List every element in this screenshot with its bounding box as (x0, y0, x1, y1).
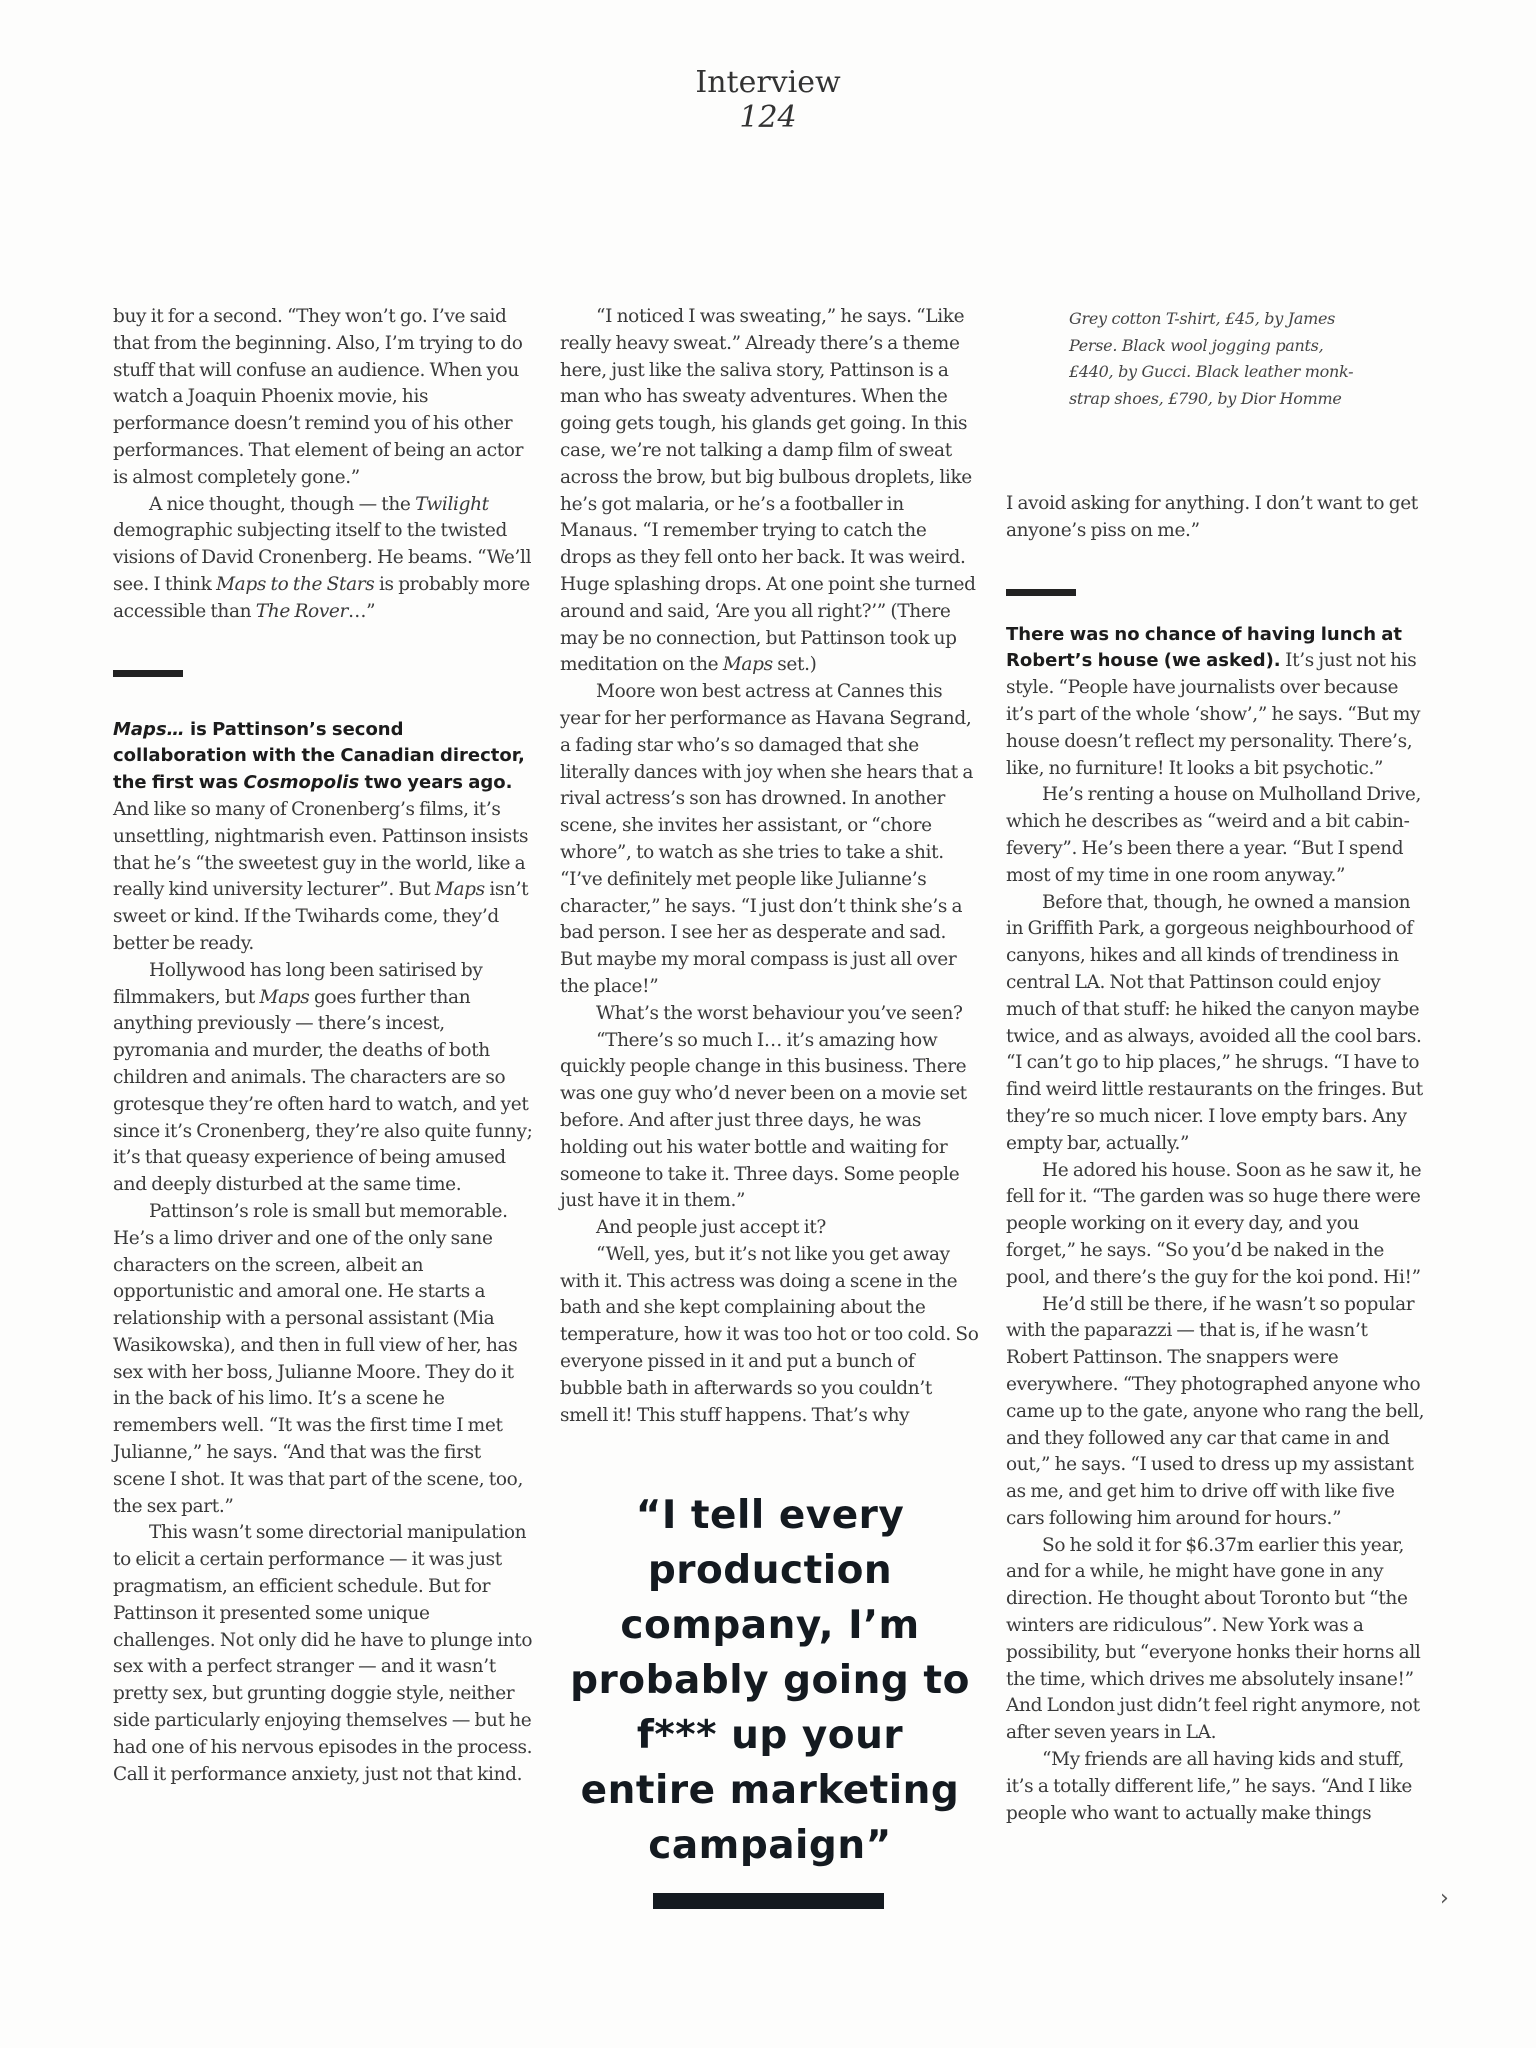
section-title: Interview (695, 65, 841, 100)
paragraph: “Well, yes, but it’s not like you get away with it. This actress was doing a scene in the bath and she kept complaining about the temperature, how it was too hot or too cold. So everyone pissed in it and put a bunch of bubble bath in afterwards so you couldn’t smell it! This stuff happens. That’s why (560, 1243, 979, 1426)
article-column-1 (113, 304, 533, 1788)
paragraph: Hollywood has long been satirised by filmmakers, but Maps goes further than anything previously — there’s incest, pyromania and murder, the deaths of both children and animals. The characters are so grotesque they’re often hard to watch, and yet since it’s Cronenberg, they’re also quite funny; it’s that queasy experience of being amused and deeply disturbed at the same time. (113, 959, 533, 1196)
paragraph: So he sold it for $6.37m earlier this year, and for a while, he might have gone in any direction. He thought about Toronto but “the winters are ridiculous”. New York was a possibility, but “everyone honks their horns all the time, which drives me absolutely insane!” And London just didn’t feel right anymore, not after seven years in LA. (1006, 1534, 1421, 1744)
section-lede-paragraph: Maps… is Pattinson’s second collaboration with the Canadian director, the first was Cosmopolis two years ago. And like so many of Cronenberg’s films, it’s unsettling, nightmarish even. Pattinson insists that he’s “the sweetest guy in the world, like a really kind university lecturer”. But Maps isn’t sweet or kind. If the Twihards come, they’d better be ready. (113, 718, 529, 954)
lede: Maps… is Pattinson’s second collaboration with the Canadian director, the first was Cosmopolis two years ago. (113, 718, 525, 794)
lede: There was no chance of having lunch at Robert’s house (we asked). (1006, 623, 1403, 672)
article-column-3 (1006, 491, 1426, 1827)
paragraph: He’d still be there, if he wasn’t so popular with the paparazzi — that is, if he wasn’t Robert Pattinson. The snappers were everywhere. “They photographed anyone who came up to the gate, anyone who rang the bell, and they followed any car that came in and out,” he says. “I used to dress up my assistant as me, and get him to drive off with like five cars following him around for hours.” (1006, 1293, 1425, 1529)
paragraph: I avoid asking for anything. I don’t want to get anyone’s piss on me.” (1006, 493, 1418, 541)
interview-question: What’s the worst behaviour you’ve seen? (596, 1002, 963, 1024)
paragraph: buy it for a second. “They won’t go. I’ve said that from the beginning. Also, I’m trying to do stuff that will confuse an audience. When you watch a Joaquin Phoenix movie, his performance doesn’t remind you of his other performances. That element of being an actor is almost completely gone.” (113, 306, 524, 488)
paragraph: “My friends are all having kids and stuff, it’s a totally different life,” he says. “And I like people who want to actually make things (1006, 1749, 1413, 1824)
pull-quote-rule (653, 1893, 884, 1909)
paragraph: He’s renting a house on Mulholland Drive, which he describes as “weird and a bit cabin-fevery”. He’s been there a year. “But I spend most of my time in one room anyway.” (1006, 784, 1422, 886)
paragraph: This wasn’t some directorial manipulation to elicit a certain performance — it was just pragmatism, an efficient schedule. But for Pattinson it presented some unique challenges. Not only did he have to plunge into sex with a perfect stranger — and it wasn’t pretty sex, but grunting doggie style, neither side particularly enjoying themselves — but he had one of his nervous episodes in the process. Call it performance anxiety, just not that kind. (113, 1522, 533, 1785)
paragraph: “I noticed I was sweating,” he says. “Like really heavy sweat.” Already there’s a theme here, just like the saliva story, Pattinson is a man who has sweaty adventures. When the going gets tough, his glands get going. In this case, we’re not talking a damp film of sweat across the brow, but big bulbous droplets, like he’s got malaria, or he’s a footballer in Manaus. “I remember trying to catch the drops as they fell onto her back. It was weird. Huge splashing drops. At one point she turned around and said, ‘Are you all right?’” (There may be no connection, but Pattinson took up meditation on the Maps set.) (560, 306, 976, 676)
paragraph: Before that, though, he owned a mansion in Griffith Park, a gorgeous neighbourhood of canyons, hikes and all kinds of trendiness in central LA. Not that Pattinson could enjoy much of that stuff: he hiked the canyon maybe twice, and as always, avoided all the cool bars. “I can’t go to hip places,” he shrugs. “I have to find weird little restaurants on the fringes. But they’re so much nicer. I love empty bars. Any empty bar, actually.” (1006, 891, 1423, 1154)
page-number: 124 (739, 100, 797, 135)
pull-quote: “I tell every production company, I’m probably going to f*** up your entire marketing campaign” (570, 1493, 970, 1868)
paragraph: Moore won best actress at Cannes this year for her performance as Havana Segrand, a fading star who’s so damaged that she literally dances with joy when she hears that a rival actress’s son has drowned. In another scene, she invites her assistant, or “chore whore”, to watch as she tries to take a shit. “I’ve definitely met people like Julianne’s character,” he says. “I just don’t think she’s a bad person. I see her as desperate and sad. But maybe my moral compass is just all over the place!” (560, 681, 974, 997)
section-rule (113, 670, 183, 677)
paragraph: Pattinson’s role is small but memorable. He’s a limo driver and one of the only sane characters on the screen, albeit an opportunistic and amoral one. He starts a relationship with a personal assistant (Mia Wasikowska), and then in full view of her, has sex with her boss, Julianne Moore. They do it in the back of his limo. It’s a scene he remembers well. “It was the first time I met Julianne,” he says. “And that was the first scene I shot. It was that part of the scene, too, the sex part.” (113, 1200, 523, 1517)
paragraph: He adored his house. Soon as he saw it, he fell for it. “The garden was so huge there were people working on it every day, and you forget,” he says. “So you’d be naked in the pool, and there’s the guy for the koi pond. Hi!” (1006, 1159, 1422, 1288)
paragraph: A nice thought, though — the Twilight demographic subjecting itself to the twisted visions of David Cronenberg. He beams. “We’ll see. I think Maps to the Stars is probably more accessible than The Rover…” (113, 493, 532, 622)
paragraph: “There’s so much I… it’s amazing how quickly people change in this business. There was one guy who’d never been on a movie set before. And after just three days, he was holding out his water bottle and waiting for someone to take it. Three days. Some people just have it in them.” (560, 1029, 967, 1212)
interview-question: And people just accept it? (596, 1217, 827, 1239)
section-rule (1006, 589, 1076, 596)
page-header (0, 64, 1536, 134)
article-column-2 (560, 304, 980, 1429)
photo-credit: Grey cotton T-shirt, £45, by James Perse. Black wool jogging pants, £440, by Gucci. Black leather monk-strap shoes, £790, by Dior Homme (1069, 309, 1354, 408)
chevron-right-icon[interactable]: › (1440, 1886, 1449, 1911)
section-lede-paragraph: There was no chance of having lunch at Robert’s house (we asked). It’s just not his style. “People have journalists over because it’s part of the whole ‘show’,” he says. “But my house doesn’t reflect my personality. There’s, like, no furniture! It looks a bit psychotic.” (1006, 623, 1421, 779)
